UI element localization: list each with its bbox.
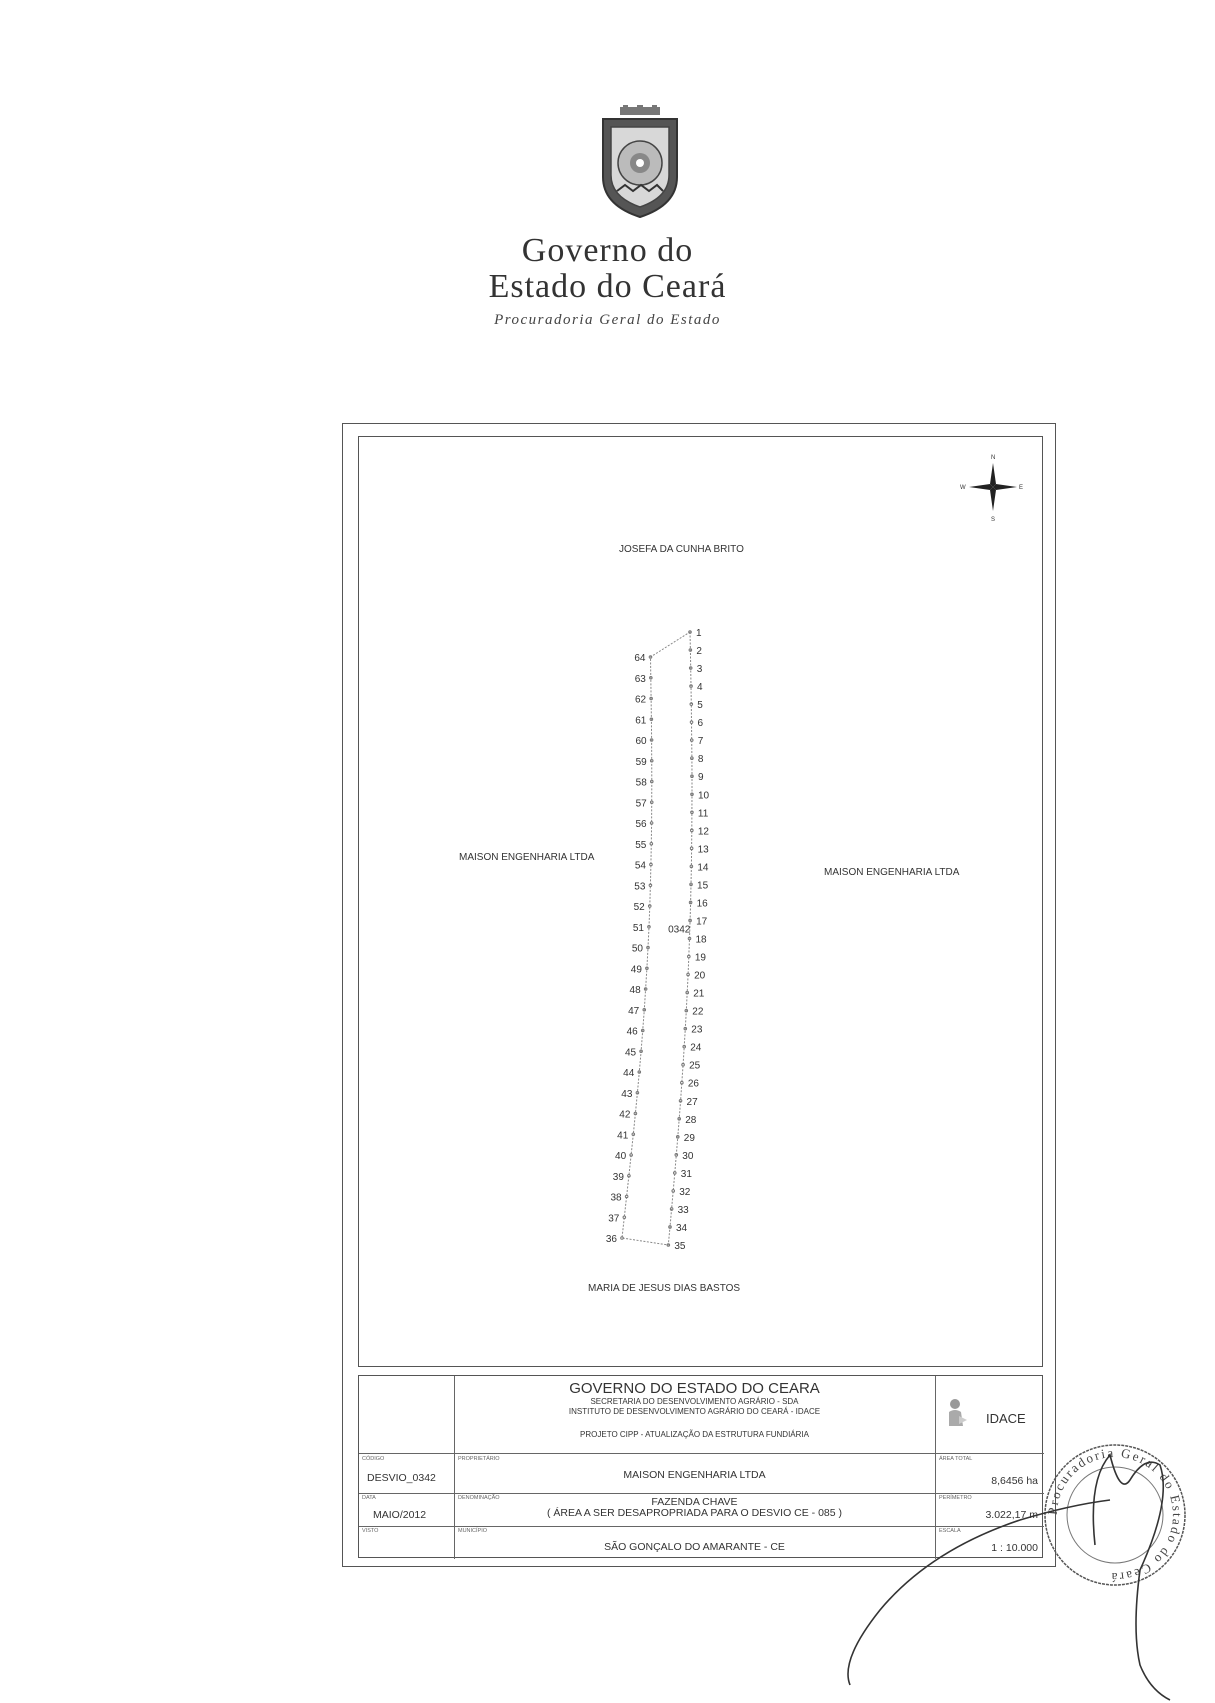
neighbor-north-label: JOSEFA DA CUNHA BRITO: [619, 544, 744, 555]
title-block-secretaria: SECRETARIA DO DESENVOLVIMENTO AGRÁRIO - SDA: [590, 1397, 799, 1406]
vertex-label-52: 52: [633, 902, 645, 913]
neighbor-south-label: MARIA DE JESUS DIAS BASTOS: [588, 1283, 741, 1294]
codigo-value: DESVIO_0342: [367, 1472, 436, 1484]
vertex-label-33: 33: [677, 1204, 689, 1216]
vertex-label-2: 2: [696, 646, 702, 658]
header-procuradoria: Procuradoria Geral do Estado: [494, 312, 721, 328]
perimetro-label: PERÍMETRO: [939, 1495, 972, 1501]
vertex-marker: [682, 1063, 685, 1066]
municipio-label: MUNICÍPIO: [458, 1528, 488, 1534]
municipio-value: SÃO GONÇALO DO AMARANTE - CE: [604, 1541, 785, 1553]
vertex-label-54: 54: [634, 860, 646, 872]
vertex-marker: [623, 1216, 626, 1219]
vertex-label-57: 57: [635, 798, 647, 810]
vertex-marker: [687, 973, 690, 976]
vertex-marker: [690, 703, 693, 706]
vertex-label-55: 55: [635, 839, 647, 851]
vertex-label-43: 43: [621, 1088, 633, 1100]
vertex-label-34: 34: [675, 1222, 688, 1234]
vertex-marker: [621, 1237, 624, 1240]
vertex-label-51: 51: [632, 922, 644, 934]
vertex-label-40: 40: [615, 1151, 627, 1162]
perimetro-value: 3.022,17 m: [985, 1509, 1038, 1521]
area-label: ÁREA TOTAL: [939, 1456, 973, 1462]
vertex-label-35: 35: [674, 1241, 686, 1252]
vertex-label-19: 19: [694, 952, 706, 964]
vertex-label-16: 16: [696, 898, 708, 910]
visto-label: VISTO: [362, 1528, 379, 1534]
vertex-marker: [625, 1195, 628, 1198]
denominacao-value-1: FAZENDA CHAVE: [651, 1496, 738, 1508]
vertex-label-63: 63: [634, 673, 646, 685]
vertex-marker: [690, 721, 693, 724]
denominacao-value-2: ( ÁREA A SER DESAPROPRIADA PARA O DESVIO CE - 085 ): [546, 1507, 843, 1519]
vertex-label-6: 6: [697, 718, 704, 730]
vertex-label-31: 31: [680, 1168, 692, 1180]
header-government-line2: Estado do Ceará: [488, 268, 727, 305]
proprietario-label: PROPRIETÁRIO: [458, 1456, 500, 1462]
vertex-label-13: 13: [697, 844, 709, 856]
vertex-marker: [650, 822, 653, 825]
vertex-marker: [690, 865, 693, 868]
vertex-label-17: 17: [696, 916, 708, 928]
vertex-label-3: 3: [696, 664, 703, 676]
vertex-label-29: 29: [683, 1132, 695, 1144]
compass-rose-icon: [960, 455, 1023, 523]
vertex-label-32: 32: [679, 1186, 691, 1198]
vertex-label-36: 36: [605, 1234, 617, 1245]
vertex-label-48: 48: [629, 985, 641, 996]
vertex-label-10: 10: [697, 790, 710, 802]
vertex-label-61: 61: [635, 715, 647, 727]
vertex-marker: [688, 955, 691, 958]
stamp-text: Procuradoria Geral do Estado do Ceará: [1044, 1444, 1186, 1586]
vertex-label-44: 44: [623, 1068, 635, 1079]
parcel-code-label: 0342: [668, 924, 691, 936]
vertex-label-49: 49: [630, 964, 642, 976]
vertex-label-39: 39: [612, 1171, 624, 1183]
idace-logo-text: IDACE: [986, 1411, 1026, 1426]
title-block-projeto: PROJETO CIPP - ATUALIZAÇÃO DA ESTRUTURA FUNDIÁRIA: [580, 1430, 809, 1439]
vertex-marker: [649, 884, 652, 887]
vertex-marker: [688, 937, 691, 940]
vertex-label-26: 26: [687, 1078, 699, 1090]
codigo-label: CÓDIGO: [362, 1456, 385, 1462]
vertex-label-18: 18: [695, 934, 707, 946]
compass-north: N: [991, 455, 996, 461]
vertex-label-50: 50: [631, 943, 643, 955]
vertex-marker: [681, 1081, 684, 1084]
vertex-label-7: 7: [697, 736, 704, 748]
vertex-label-15: 15: [697, 880, 709, 892]
vertex-label-11: 11: [697, 808, 709, 820]
vertex-label-5: 5: [697, 700, 703, 712]
vertex-marker: [650, 801, 653, 804]
vertex-label-8: 8: [697, 754, 704, 766]
neighbor-west-label: MAISON ENGENHARIA LTDA: [459, 852, 595, 863]
vertex-label-45: 45: [624, 1047, 637, 1059]
vertex-label-42: 42: [619, 1109, 631, 1121]
vertex-marker: [632, 1133, 635, 1136]
state-coat-of-arms: [595, 105, 685, 220]
vertex-marker: [691, 829, 694, 832]
vertex-label-60: 60: [635, 736, 647, 747]
vertex-label-14: 14: [697, 862, 709, 874]
vertex-marker: [628, 1174, 631, 1177]
proprietario-value: MAISON ENGENHARIA LTDA: [623, 1469, 766, 1481]
vertex-label-38: 38: [610, 1192, 622, 1204]
vertex-label-37: 37: [608, 1213, 620, 1225]
vertex-label-62: 62: [634, 694, 647, 706]
vertex-label-58: 58: [635, 777, 647, 789]
compass-east: E: [1019, 485, 1024, 491]
idace-logo-icon: [947, 1398, 969, 1428]
area-value: 8,6456 ha: [991, 1475, 1038, 1487]
vertex-marker: [672, 1190, 675, 1193]
vertex-label-27: 27: [686, 1096, 698, 1108]
vertex-marker: [630, 1154, 633, 1157]
compass-south: S: [991, 517, 996, 523]
vertex-marker: [648, 905, 651, 908]
title-block-instituto: INSTITUTO DE DESENVOLVIMENTO AGRÁRIO DO CEARÁ - IDACE: [568, 1407, 821, 1416]
data-value: MAIO/2012: [373, 1509, 427, 1521]
vertex-marker: [673, 1172, 676, 1175]
vertex-label-9: 9: [697, 772, 704, 784]
vertex-marker: [650, 863, 653, 866]
vertex-label-46: 46: [626, 1026, 638, 1038]
denominacao-label: DENOMINAÇÃO: [458, 1495, 500, 1501]
parcel-map: [358, 436, 1043, 1367]
vertex-label-21: 21: [693, 988, 705, 1000]
header-government-line1: Governo do: [521, 232, 694, 269]
vertex-label-1: 1: [696, 628, 702, 639]
vertex-label-22: 22: [692, 1006, 704, 1018]
vertex-label-12: 12: [697, 826, 709, 838]
data-label: DATA: [362, 1495, 376, 1501]
escala-label: ESCALA: [939, 1528, 961, 1534]
vertex-label-28: 28: [685, 1114, 697, 1126]
handwritten-signature: [840, 1440, 1180, 1702]
vertex-label-47: 47: [628, 1005, 640, 1017]
vertex-label-30: 30: [682, 1150, 694, 1162]
vertex-label-24: 24: [690, 1042, 702, 1054]
vertex-marker: [690, 847, 693, 850]
vertex-label-25: 25: [689, 1060, 701, 1072]
vertex-label-20: 20: [694, 970, 706, 982]
vertex-label-41: 41: [617, 1130, 629, 1142]
vertex-label-64: 64: [634, 653, 646, 664]
vertex-label-4: 4: [697, 682, 703, 694]
compass-west: W: [960, 485, 966, 491]
neighbor-east-label: MAISON ENGENHARIA LTDA: [824, 867, 960, 878]
title-block-government: GOVERNO DO ESTADO DO CEARA: [569, 1380, 820, 1397]
vertex-marker: [650, 842, 653, 845]
vertex-label-59: 59: [635, 756, 647, 768]
vertex-label-56: 56: [635, 819, 647, 830]
vertex-label-23: 23: [691, 1024, 703, 1036]
vertex-marker: [690, 739, 693, 742]
vertex-label-53: 53: [634, 881, 646, 893]
escala-value: 1 : 10.000: [991, 1542, 1038, 1554]
